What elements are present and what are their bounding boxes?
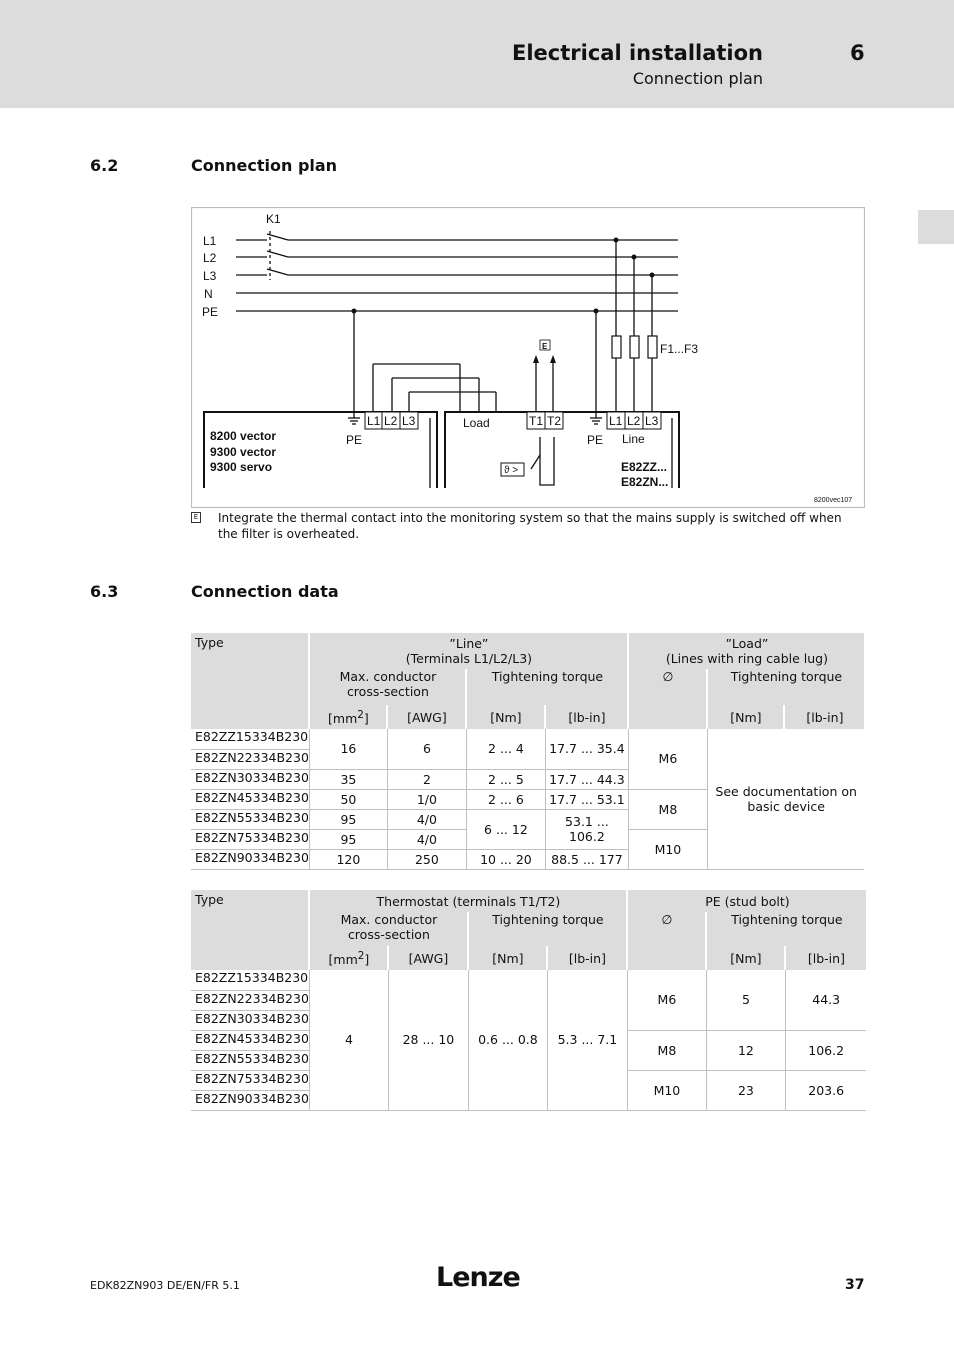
header-load-sub: (Lines with ring cable lug) [665, 651, 828, 666]
type-cell: E82ZN22334B230 [191, 990, 309, 1010]
header-type: Type [191, 633, 309, 729]
header-max-conductor-1: Max. conductor [340, 912, 438, 927]
thermostat-pe-table [191, 890, 866, 1111]
lbin-cell: 17.7 ... 53.1 [545, 789, 628, 809]
header-line-sub: (Terminals L1/L2/L3) [405, 651, 533, 666]
note-marker: E [542, 342, 548, 351]
terminal-l3-left: L3 [402, 414, 416, 428]
connection-diagram [191, 207, 865, 508]
terminal-l2-left: L2 [384, 414, 398, 428]
device-left-3: 9300 servo [210, 460, 273, 474]
terminal-l1-right: L1 [609, 414, 623, 428]
pe-lbin-cell: 106.2 [785, 1030, 866, 1070]
diameter-cell: M8 [628, 789, 707, 829]
mm2-cell: 35 [309, 769, 387, 789]
line-label-n: N [204, 287, 213, 301]
type-cell: E82ZN30334B230 [191, 769, 309, 789]
terminal-l2-right: L2 [627, 414, 641, 428]
type-cell: E82ZN55334B230 [191, 809, 309, 829]
unit-mm2-text: [mm [328, 711, 358, 727]
pe-nm-cell: 12 [706, 1030, 785, 1070]
header-torque: Tightening torque [466, 669, 628, 705]
nm-cell: 2 ... 5 [466, 769, 545, 789]
unit-nm-load: [Nm] [707, 705, 784, 729]
line-label-l2: L2 [203, 251, 217, 265]
device-right-2: E82ZN... [621, 475, 669, 489]
awg-cell: 250 [387, 849, 466, 869]
header-diameter: ∅ [628, 669, 707, 729]
unit-lbin: [lb-in] [545, 705, 628, 729]
diameter-cell: M10 [628, 829, 707, 869]
lbin-cell: 5.3 ... 7.1 [547, 970, 627, 1110]
contactor-label: K1 [266, 212, 281, 226]
pe-label-left: PE [346, 433, 363, 447]
type-cell: E82ZN75334B230 [191, 829, 309, 849]
unit-nm: [Nm] [466, 705, 545, 729]
section-title: Connection data [191, 582, 339, 601]
lbin-cell: 17.7 ... 44.3 [545, 769, 628, 789]
type-cell: E82ZN55334B230 [191, 1050, 309, 1070]
header-pe: PE (stud bolt) [627, 890, 866, 912]
type-cell: E82ZN45334B230 [191, 789, 309, 809]
unit-mm2-sup: 2 [357, 708, 364, 721]
diameter-cell: M6 [628, 729, 707, 789]
unit-nm: [Nm] [468, 946, 547, 970]
type-cell: E82ZZ15334B230 [191, 970, 309, 990]
mm2-cell: 95 [309, 829, 387, 849]
terminal-l3-right: L3 [645, 414, 659, 428]
lbin-cell: 88.5 ... 177 [545, 849, 628, 869]
note-text: Integrate the thermal contact into the monitoring system so that the mains supply is switched off when the filter is overheated. [218, 511, 842, 541]
unit-lbin: [lb-in] [547, 946, 627, 970]
header-type: Type [191, 890, 309, 970]
note-marker-box: E [191, 512, 201, 523]
line-label-pe: PE [202, 305, 219, 319]
unit-lbin-pe: [lb-in] [785, 946, 866, 970]
header-subtitle: Connection plan [632, 69, 763, 88]
page-number: 37 [845, 1277, 865, 1293]
terminal-l1-left: L1 [367, 414, 381, 428]
header-max-conductor [309, 669, 466, 705]
load-label: Load [463, 416, 490, 430]
unit-mm2 [309, 946, 388, 970]
mm2-cell: 120 [309, 849, 387, 869]
mm2-cell: 16 [309, 729, 387, 769]
header-load-title: ”Load” [725, 636, 769, 651]
page-header [0, 0, 954, 108]
unit-mm2-end: ] [364, 952, 370, 968]
connection-data-table [191, 633, 864, 870]
awg-cell: 2 [387, 769, 466, 789]
awg-cell: 28 ... 10 [388, 970, 468, 1110]
type-cell: E82ZN90334B230 [191, 849, 309, 869]
line-label-l1: L1 [203, 234, 217, 248]
mm2-cell: 95 [309, 809, 387, 829]
header-thermostat: Thermostat (terminals T1/T2) [309, 890, 627, 912]
mm2-cell: 50 [309, 789, 387, 809]
header-max-conductor-2: cross-section [346, 684, 429, 699]
unit-awg: [AWG] [387, 705, 466, 729]
line-label: Line [622, 432, 645, 446]
awg-cell: 1/0 [387, 789, 466, 809]
header-max-conductor-2: cross-section [347, 927, 430, 942]
header-torque-pe: Tightening torque [706, 912, 866, 946]
type-cell: E82ZN90334B230 [191, 1090, 309, 1110]
temperature-symbol: ϑ > [504, 465, 519, 476]
unit-mm2 [309, 705, 387, 729]
type-cell: E82ZN22334B230 [191, 749, 309, 769]
line-label-l3: L3 [203, 269, 217, 283]
diameter-cell: M10 [627, 1070, 706, 1110]
header-torque-load: Tightening torque [707, 669, 864, 705]
mm2-cell: 4 [309, 970, 388, 1110]
unit-nm-pe: [Nm] [706, 946, 785, 970]
header-title: Electrical installation [512, 41, 763, 65]
nm-cell: 10 ... 20 [466, 849, 545, 869]
section-number: 6.3 [90, 582, 119, 601]
chapter-number: 6 [850, 41, 865, 65]
pe-label-right: PE [587, 433, 604, 447]
unit-mm2-end: ] [363, 711, 369, 727]
type-cell: E82ZZ15334B230 [191, 729, 309, 749]
unit-mm2-text: [mm [328, 952, 358, 968]
nm-cell: 2 ... 6 [466, 789, 545, 809]
header-line-title: ”Line” [449, 636, 489, 651]
nm-cell: 0.6 ... 0.8 [468, 970, 547, 1110]
diameter-cell: M6 [627, 970, 706, 1030]
awg-cell: 6 [387, 729, 466, 769]
lbin-cell: 17.7 ... 35.4 [545, 729, 628, 769]
document-code: EDK82ZN903 DE/EN/FR 5.1 [90, 1279, 240, 1292]
header-load [628, 633, 864, 669]
header-diameter: ∅ [627, 912, 706, 970]
terminal-t1: T1 [529, 414, 544, 428]
type-cell: E82ZN75334B230 [191, 1070, 309, 1090]
device-left-2: 9300 vector [210, 445, 277, 459]
chapter-tab [918, 210, 954, 244]
pe-lbin-cell: 44.3 [785, 970, 866, 1030]
awg-cell: 4/0 [387, 829, 466, 849]
section-title: Connection plan [191, 156, 338, 175]
unit-awg: [AWG] [388, 946, 468, 970]
awg-cell: 4/0 [387, 809, 466, 829]
device-right-1: E82ZZ... [621, 460, 668, 474]
diameter-cell: M8 [627, 1030, 706, 1070]
unit-mm2-sup: 2 [357, 949, 365, 962]
pe-lbin-cell: 203.6 [785, 1070, 866, 1110]
type-cell: E82ZN45334B230 [191, 1030, 309, 1050]
pe-nm-cell: 5 [706, 970, 785, 1030]
terminal-t2: T2 [547, 414, 562, 428]
lenze-logo: Lenze [436, 1262, 520, 1293]
nm-cell: 2 ... 4 [466, 729, 545, 769]
nm-cell: 6 ... 12 [466, 809, 545, 849]
header-line [309, 633, 628, 669]
header-max-conductor-1: Max. conductor [339, 669, 437, 684]
lbin-cell: 53.1 ... 106.2 [545, 809, 628, 849]
type-cell: E82ZN30334B230 [191, 1010, 309, 1030]
see-doc-cell: See documentation on basic device [707, 729, 864, 869]
header-max-conductor [309, 912, 468, 946]
pe-nm-cell: 23 [706, 1070, 785, 1110]
section-number: 6.2 [90, 156, 119, 175]
unit-lbin-load: [lb-in] [784, 705, 864, 729]
figure-id: 8200vec107 [814, 497, 853, 504]
header-torque: Tightening torque [468, 912, 627, 946]
fuse-label: F1...F3 [660, 342, 699, 356]
device-left-1: 8200 vector [210, 429, 277, 443]
